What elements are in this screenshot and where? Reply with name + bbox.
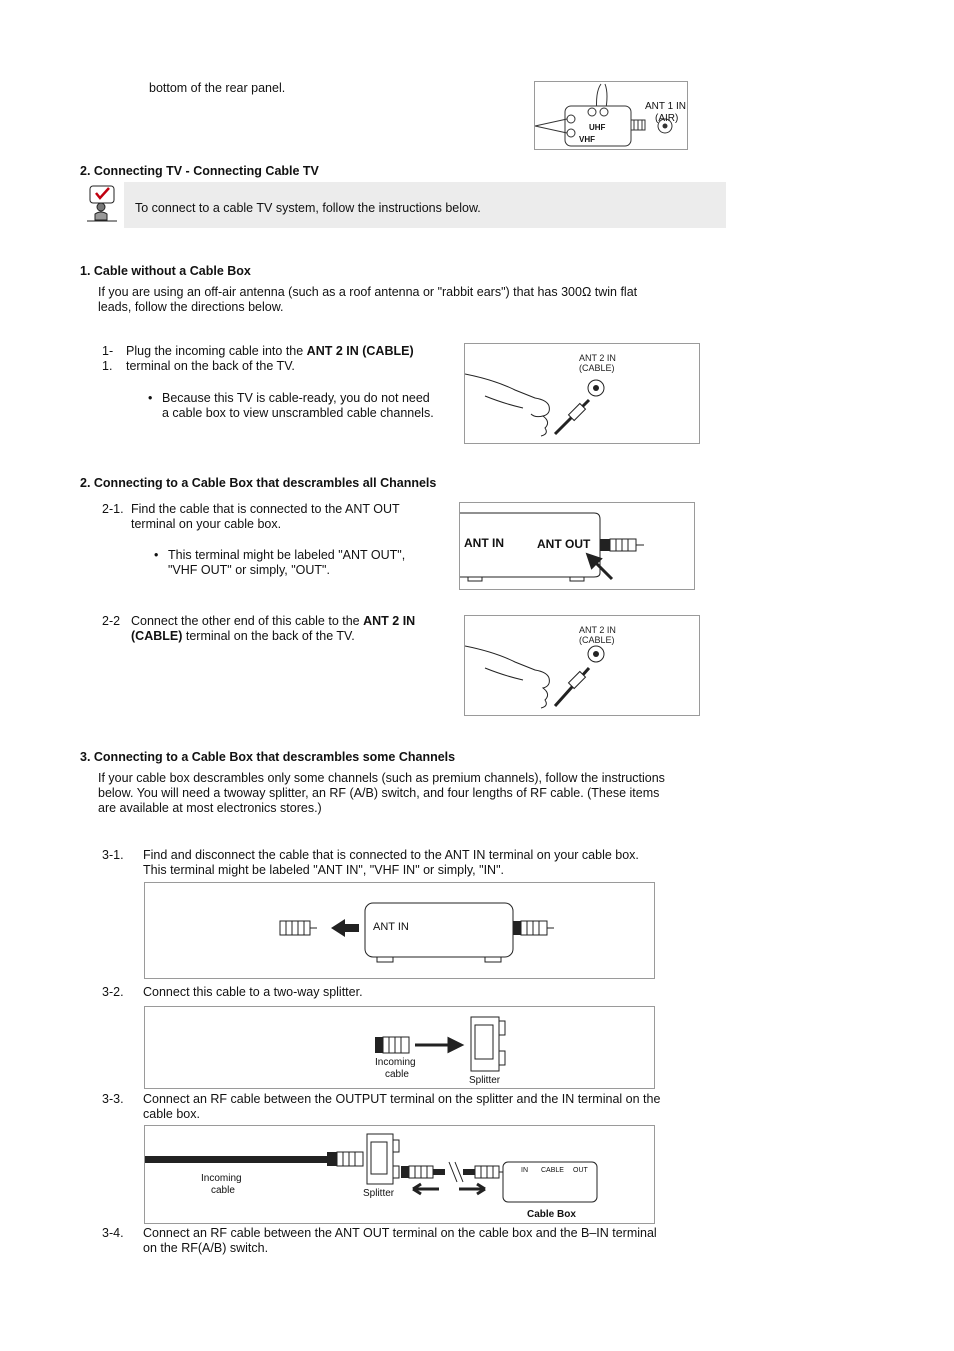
ant-out-figure [459, 502, 695, 590]
fig-3-3-splitter: Splitter [363, 1188, 395, 1199]
s1-bullet-line1: • Because this TV is cable-ready, you do not need [162, 391, 430, 406]
intro-text: bottom of the rear panel. [149, 81, 286, 95]
fig1-ant2-label1: ANT 2 IN [579, 353, 616, 363]
ant1-label-line2: (AIR) [655, 113, 679, 124]
s2-step2-pre: Connect the other end of this cable to the [131, 614, 364, 628]
s2-step2-bold2: (CABLE) [131, 629, 183, 643]
s2-step2-post: terminal on the back of the TV. [182, 629, 355, 643]
s2-step2-line1 [131, 614, 415, 629]
s3-desc-line1: If your cable box descrambles only some channels (such as premium channels), follow the instructions [98, 771, 665, 785]
s3-step4-num: 3-4. [102, 1226, 124, 1240]
s2-step2-num: 2-2 [102, 614, 121, 628]
fig-3-3-in-label: IN [521, 1167, 528, 1174]
fig-3-3-out-label: OUT [573, 1167, 588, 1174]
s3-step3-num: 3-3. [102, 1092, 124, 1106]
s1-title: 1. Cable without a Cable Box [80, 264, 251, 278]
s1-step-bold: ANT 2 IN (CABLE) [306, 344, 414, 358]
s2-step1-line1: Find the cable that is connected to the ANT OUT [131, 502, 400, 516]
s1-step-num-b: 1. [102, 359, 113, 373]
uhf-label: UHF [589, 123, 606, 132]
s3-step3-line2: cable box. [143, 1107, 200, 1121]
s2-step1-line2: terminal on your cable box. [131, 517, 282, 531]
splitter-figure [144, 1006, 655, 1089]
ant1-label-line1: ANT 1 IN [645, 101, 686, 112]
memo-check-icon [84, 185, 120, 223]
s3-step2-num: 3-2. [102, 985, 124, 999]
s3-step1-num: 3-1. [102, 848, 124, 862]
ant1-in-figure [534, 81, 688, 150]
s3-desc-line2: below. You will need a twoway splitter, an RF (A/B) switch, and four lengths of RF cable. (These items [98, 786, 660, 800]
s3-step4-line2: on the RF(A/B) switch. [143, 1241, 269, 1255]
fig-3-3-cable-label: CABLE [541, 1167, 564, 1174]
fig-ant-out-label: ANT OUT [537, 537, 591, 551]
s2-step2-bold1: ANT 2 IN [363, 614, 416, 628]
s3-step3-line1: Connect an RF cable between the OUTPUT terminal on the splitter and the IN terminal on the [143, 1092, 661, 1106]
fig1-ant2-label2: (CABLE) [579, 363, 615, 373]
fig-3-2-incoming2: cable [385, 1069, 409, 1080]
ant2-cable-hand-figure [464, 343, 700, 444]
fig2-ant2-label2: (CABLE) [579, 635, 615, 645]
s3-step4-line1: Connect an RF cable between the ANT OUT terminal on the cable box and the B–IN terminal [143, 1226, 657, 1240]
fig2-ant2-label1: ANT 2 IN [579, 625, 616, 635]
s3-desc-line3: are available at most electronics stores.) [98, 801, 322, 815]
s1-step-line1 [126, 344, 414, 359]
fig-ant-in-label: ANT IN [464, 536, 504, 550]
s1-step-line2: terminal on the back of the TV. [126, 359, 295, 373]
note-text: To connect to a cable TV system, follow the instructions below. [135, 201, 481, 215]
fig-3-3-incoming2: cable [211, 1185, 235, 1196]
vhf-label: VHF [579, 135, 595, 144]
s3-step1-line2: This terminal might be labeled "ANT IN", "VHF IN" or simply, "IN". [143, 863, 504, 877]
splitter-to-cable-box-figure [144, 1125, 655, 1224]
ant-in-disconnect-figure [144, 882, 655, 979]
s1-step-pre: Plug the incoming cable into the [126, 344, 307, 358]
s3-title: 3. Connecting to a Cable Box that descrambles some Channels [80, 750, 456, 764]
fig-3-1-ant-in-label: ANT IN [373, 921, 409, 933]
s2-title: 2. Connecting to a Cable Box that descrambles all Channels [80, 476, 437, 490]
s1-step-num-a: 1- [102, 344, 114, 358]
s2-bullet-line2: "VHF OUT" or simply, "OUT". [168, 563, 330, 577]
section-title: 2. Connecting TV - Connecting Cable TV [80, 164, 319, 178]
s1-bullet-line2: a cable box to view unscrambled cable channels. [162, 406, 434, 420]
s3-step2-line1: Connect this cable to a two-way splitter. [143, 985, 363, 999]
fig-3-3-cable-box: Cable Box [527, 1209, 576, 1220]
ant2-cable-hand-figure-2 [464, 615, 700, 716]
s1-desc-line1: If you are using an off-air antenna (such as a roof antenna or "rabbit ears") that has 300Ω twin flat [98, 285, 638, 299]
s2-step2-line2 [131, 629, 355, 644]
s2-bullet-line1: • This terminal might be labeled "ANT OUT", [168, 548, 405, 563]
fig-3-2-incoming1: Incoming [375, 1057, 416, 1068]
s2-step1-num: 2-1. [102, 502, 124, 516]
fig-3-2-splitter: Splitter [469, 1075, 501, 1086]
s1-desc-line2: leads, follow the directions below. [98, 300, 284, 314]
s3-step1-line1: Find and disconnect the cable that is connected to the ANT IN terminal on your cable box. [143, 848, 639, 862]
fig-3-3-incoming1: Incoming [201, 1173, 242, 1184]
